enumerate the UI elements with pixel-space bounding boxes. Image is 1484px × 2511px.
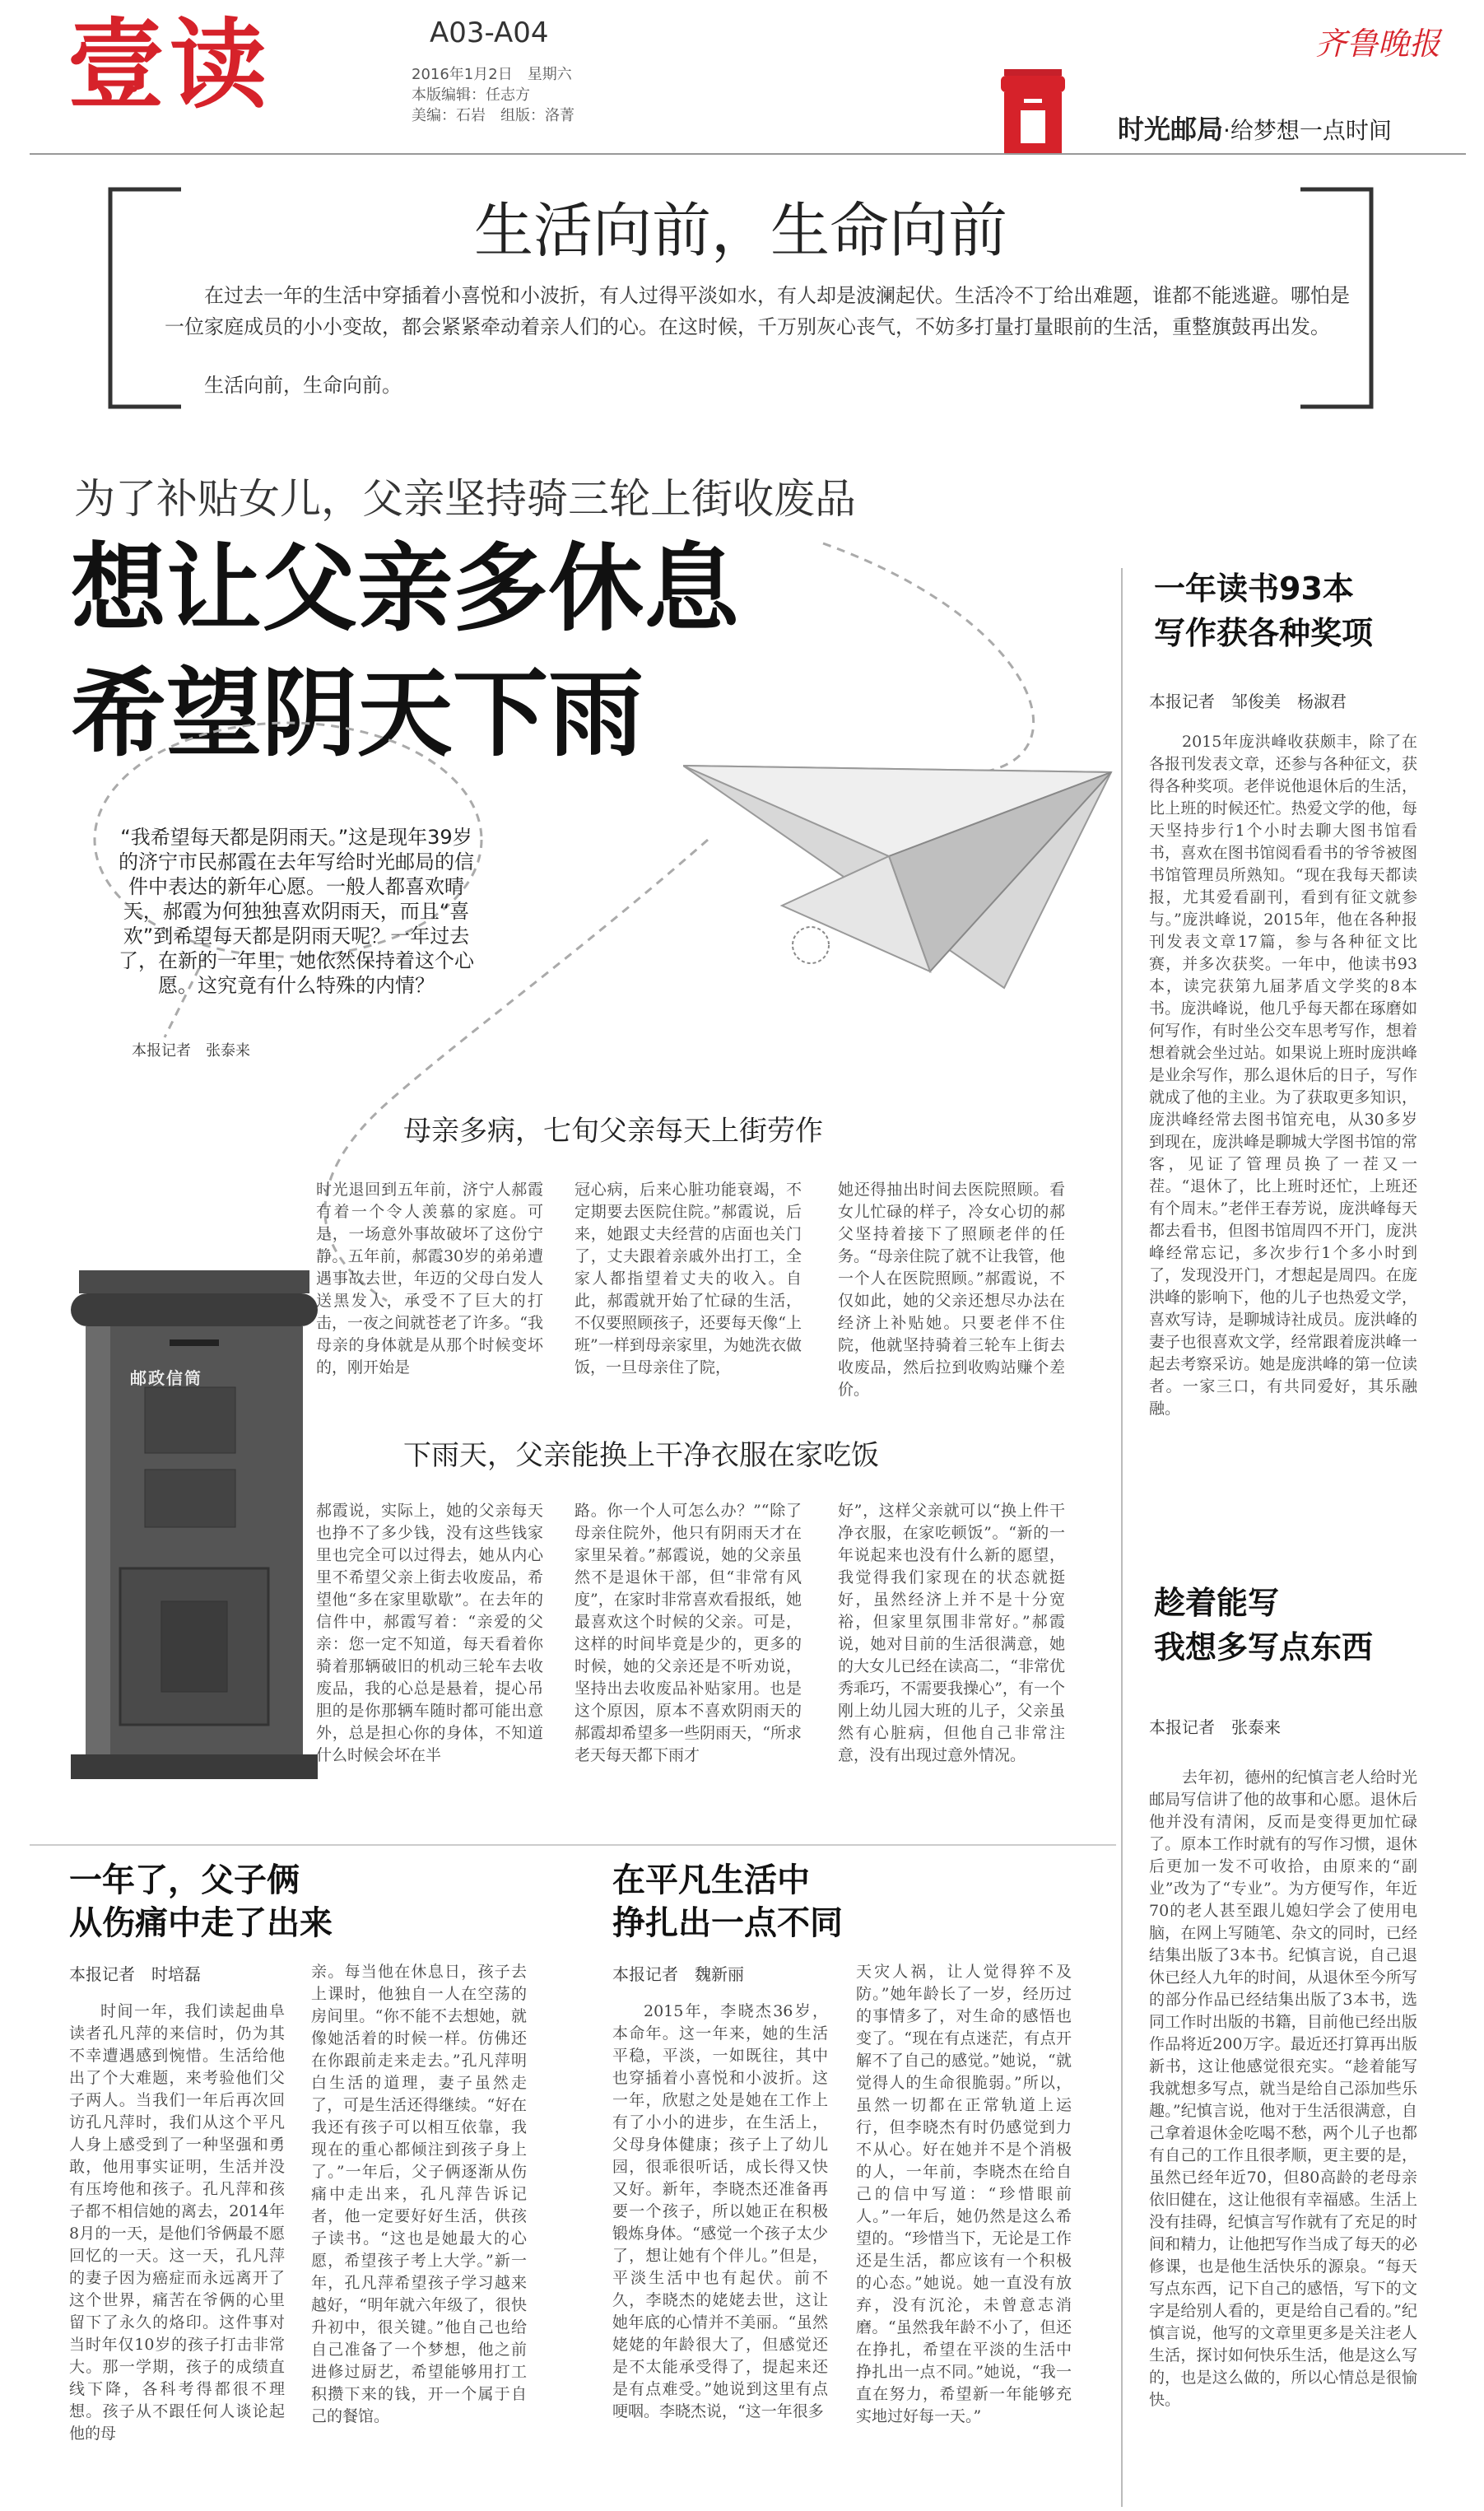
masthead-meta [412, 64, 575, 126]
side2-body: 去年初，德州的纪慎言老人给时光邮局写信讲了他的故事和心愿。退休后他并没有清闲，反而是变得更加忙碌了。原本工作时就有的写作习惯，退休后更加一发不可收拾，由原来的“副业”改为了“专业”。为方便写作，年近70的老人甚至跟儿媳妇学会了使用电脑，在网上写随笔、杂文的同时，已经结集出版了3本书。纪慎言说，自己退休已经人九年的时间，从退休至今所写的部分作品已经结集出版了3本书，选同工作时出版的书籍，目前他已经出版作品将近200万字。最近还打算再出版新书，这让他感觉很充实。“趁着能写我就想多写点，就当是给自己添加些乐趣。”纪慎言说，他对于生活很满意，自己拿着退休金吃喝不愁，两个儿子也都有自己的工作且很孝顺，更主要的是，虽然已经年近70，但80高龄的老母亲依旧健在，这让他很有幸福感。生活上没有挂碍，纪慎言写作就有了充足的时间和精力，让他把写作当成了每天的必修课，也是他生活快乐的源泉。“每天写点东西，记下自己的感悟，写下的文字是给别人看的，更是给自己看的。”纪慎言说，他写的文章里更多是关注老人生活，探讨如何快乐生活，他是这么写的，也是这么做的，所以心情总是很愉快。 [1149, 1768, 1417, 2409]
side1-headline [1154, 566, 1373, 655]
bottom1-headline-line2: 从伤痛中走了出来 [69, 1904, 333, 1942]
column-divider [1121, 568, 1123, 2507]
paper-plane-icon [683, 757, 1128, 1004]
intro-body: 在过去一年的生活中穿插着小喜悦和小波折，有人过得平淡如水，有人却是波澜起伏。生活冷不丁给出难题，谁都不能逃避。哪怕是一位家庭成员的小小变故，都会紧紧牵动着亲人们的心。在这时候，千万别灰心丧气，不妨多打量打量眼前的生活，重整旗鼓再出发。 [165, 284, 1350, 338]
side2-headline [1154, 1581, 1373, 1670]
side2-headline-line1: 趁着能写 [1154, 1585, 1280, 1621]
main-headline-line2: 希望阴天下雨 [71, 659, 644, 770]
bottom1-col1: 时间一年，我们读起曲阜读者孔凡萍的来信时，仍为其不幸遭遇感到惋惜。生活给他出了个大难题，来考验他们父子两人。当我们一年后再次回访孔凡萍时，我们从这个平凡人身上感受到了一种坚强和勇敢，他用事实证明，生活并没有压垮他和孩子。孔凡萍和孩子都不相信她的离去，2014年8月的一天，是他们爷俩最不愿回忆的一天。这一天，孔凡萍的妻子因为癌症而永远离开了这个世界，痛苦在爷俩的心里留下了永久的烙印。这件事对当时年仅10岁的孩子打击非常大。那一学期，孩子的成绩直线下降，各科考得都很不理想。孩子从不跟任何人谈论起他的母 [69, 2002, 285, 2443]
section2-col1: 郝霞说，实际上，她的父亲每天也挣不了多少钱，没有这些钱家里也完全可以过得去，她从内心里不希望父亲上街去收废品，希望他“多在家里歇歇”。在去年的信件中，郝霞写着：“亲爱的父亲：您一定不知道，每天看着你骑着那辆破旧的机动三轮车去收废品，我的心总是悬着，提心吊胆的是你那辆车随时都可能出意外，总是担心你的身体，不知道什么时候会坏在半 [316, 1502, 543, 1764]
side1-headline-line1: 一年读书93本 [1154, 571, 1354, 607]
bottom2-byline: 本报记者 魏新丽 [612, 1964, 744, 1984]
postbox-logo-icon [988, 64, 1078, 156]
newspaper-name: 齐鲁晚报 [1315, 26, 1441, 62]
editor-credit: 本版编辑：任志方 [412, 86, 530, 104]
main-lead: “我希望每天都是阴雨天。”这是现年39岁的济宁市民郝霞在去年写给时光邮局的信件中表达的新年心愿。一般人都喜欢晴天，郝霞为何独独喜欢阴雨天，而且“喜欢”到希望每天都是阴雨天呢？一年过去了，在新的一年里，她依然保持着这个心愿。这究竟有什么特殊的内情？ [119, 826, 474, 997]
main-subtitle: 为了补贴女儿，父亲坚持骑三轮上街收废品 [74, 475, 856, 523]
section2-col3: 好”，这样父亲就可以“换上件干净衣服，在家吃顿饭”。“新的一年说起来也没有什么新的愿望，我觉得我们家现在的状态就挺好，虽然经济上并不是十分宽裕，但家里氛围非常好。”郝霞说，她对目前的生活很满意，她的大女儿已经在读高二，“非常优秀乖巧，不需要我操心”，有一个刚上幼儿园大班的儿子，父亲虽然有心脏病，但他自己非常注意，没有出现过意外情况。 [838, 1502, 1065, 1764]
section1-col2: 冠心病，后来心脏功能衰竭，不定期要去医院住院。”郝霞说，后来，她跟丈夫经营的店面也关门了，丈夫跟着亲戚外出打工，全家人都指望着丈夫的收入。自此，郝霞就开始了忙碌的生活，不仅要照顾孩子，还要每天像“上班”一样到母亲家里，为她洗衣做饭，一旦母亲住了院， [575, 1181, 802, 1377]
main-headline-line1: 想让父亲多休息 [71, 533, 739, 645]
bottom2-headline [612, 1859, 843, 1945]
column-name [1118, 109, 1392, 147]
postbox-label: 邮政信筒 [130, 1368, 202, 1388]
section1-col1: 时光退回到五年前，济宁人郝霞有着一个令人羡慕的家庭。可是，一场意外事故破坏了这份宁静。五年前，郝霞30岁的弟弟遭遇事故去世，年迈的父母白发人送黑发人，承受不了巨大的打击，一夜之间就苍老了许多。“我母亲的身体就是从那个时候变坏的，刚开始是 [316, 1181, 543, 1377]
bottom2-headline-line1: 在平凡生活中 [612, 1861, 810, 1899]
bottom2-col1: 2015年，李晓杰36岁，本命年。这一年来，她的生活平稳，平淡，一如既往，其中也穿插着小喜悦和小波折。这一年，欣慰之处是她在工作上有了小小的进步，在生活上，父母身体健康；孩子上了幼儿园，很乖很听话，成长得又快又好。新年，李晓杰还准备再要一个孩子，所以她正在积极锻炼身体。“感觉一个孩子太少了，想让她有个伴儿。”但是，平淡生活中也有起伏。前不久，李晓杰的姥姥去世，这让她年底的心情并不美丽。“虽然姥姥的年龄很大了，但感觉还是不太能承受得了，提起来还是有点难受。”她说到这里有点哽咽。李晓杰说，“这一年很多 [612, 2002, 828, 2420]
bottom1-byline: 本报记者 时培磊 [69, 1964, 201, 1984]
side2-byline: 本报记者 张泰来 [1149, 1717, 1281, 1737]
bottom2-headline-line2: 挣扎出一点不同 [612, 1904, 843, 1942]
side1-body: 2015年庞洪峰收获颇丰，除了在各报刊发表文章，还参与各种征文，获得各种奖项。老伴说他退休后的生活，比上班的时候还忙。热爱文学的他，每天坚持步行1个小时去聊大图书馆看书，喜欢在图书馆阅看看书的爷爷被图书馆管理员所熟知。“现在我每天都读报，尤其爱看副刊，看到有征文就参与。”庞洪峰说，2015年，他在各种报刊发表文章17篇，参与各种征文比赛，并多次获奖。一年中，他读书93本，读完获第九届茅盾文学奖的8本书。庞洪峰说，他几乎每天都在琢磨如何写作，有时坐公交车思考写作，想着想着就会坐过站。如果说上班时庞洪峰是业余写作，那么退休后的日子，写作就成了他的主业。为了获取更多知识，庞洪峰经常去图书馆充电，从30多岁到现在，庞洪峰是聊城大学图书馆的常客，见证了管理员换了一茬又一茬。“退休了，比上班时还忙，上班还有个周末。”老伴王春芳说，庞洪峰每天都去看书，但图书馆周四不开门，庞洪峰经常忘记，多次步行1个多小时到了，发现没开门，才想起是周四。在庞洪峰的影响下，他的儿子也热爱文学，喜欢写诗，是聊城诗社成员。庞洪峰的妻子也很喜欢文学，经常跟着庞洪峰一起去考察采访。她是庞洪峰的第一位读者。一家三口，有共同爱好，其乐融融。 [1149, 733, 1417, 1418]
intro-ending: 生活向前，生命向前。 [204, 374, 402, 397]
bottom1-headline-line1: 一年了，父子俩 [69, 1861, 300, 1899]
side1-headline-line2: 写作获各种奖项 [1154, 615, 1374, 651]
bottom2-col2: 天灾人祸，让人觉得猝不及防。”她年龄长了一岁，经历过的事情多了，对生命的感悟也变了。“现在有点迷茫，有点开解不了自己的感觉。”她说，“就觉得人的生命很脆弱。”所以，虽然一切都在正常轨道上运行，但李晓杰有时仍感觉到力不从心。好在她并不是个消极的人，一年前，李晓杰在给自己的信中写道：“珍惜眼前人。”一年后，她仍然是这么希望的。“珍惜当下，无论是工作还是生活，都应该有一个积极的心态。”她说。她一直没有放弃，没有沉沦，未曾意志消磨。“虽然我年龄不小了，但还在挣扎，希望在平淡的生活中挣扎出一点不同。”她说，“我一直在努力，希望新一年能够充实地过好每一天。” [856, 1963, 1072, 2425]
section2-heading: 下雨天，父亲能换上干净衣服在家吃饭 [403, 1439, 879, 1472]
section1-col3: 她还得抽出时间去医院照顾。看女儿忙碌的样子，冷女心切的郝父坚持着接下了照顾老伴的任务。“母亲住院了就不让我管，他一个人在医院照顾。”郝霞说，不仅如此，她的父亲还想尽办法在经济上补贴她。只要老伴不住院，他就坚持骑着三轮车上街去收废品，然后拉到收购站赚个差价。 [838, 1181, 1065, 1399]
bottom1-col2: 亲。每当他在休息日，孩子去上课时，他独自一人在空荡的房间里。“你不能不去想她，就像她活着的时候一样。仿佛还在你跟前走来走去。”孔凡萍明白生活的道理，妻子虽然走了，可是生活还得继续。“好在我还有孩子可以相互依靠，我现在的重心都倾注到孩子身上了。”一年后，父子俩逐渐从伤痛中走出来，孔凡萍告诉记者，他一定要好好生活，供孩子读书。“这也是她最大的心愿，希望孩子考上大学。”新一年，孔凡萍希望孩子学习越来越好，“明年就六年级了，很快升初中，很关键。”他自己也给自己准备了一个梦想，他之前进修过厨艺，希望能够用打工积攒下来的钱，开一个属于自己的餐馆。 [311, 1963, 527, 2425]
section1-heading: 母亲多病，七旬父亲每天上街劳作 [403, 1115, 823, 1148]
main-byline: 本报记者 张泰来 [132, 1042, 250, 1060]
masthead-rule [30, 153, 1466, 155]
column-title: 时光邮局 [1118, 114, 1224, 145]
column-subtitle: ·给梦想一点时间 [1223, 117, 1392, 144]
page-range: A03-A04 [430, 16, 549, 49]
side2-headline-line2: 我想多写点东西 [1154, 1629, 1374, 1665]
section-logo: 壹读 [67, 8, 272, 122]
section2-col2: 路。你一个人可怎么办？”“除了母亲住院外，他只有阴雨天才在家里呆着。”郝霞说，她的父亲虽然不是退休干部，但“非常有风度”，在家时非常喜欢看报纸，她最喜欢这个时候的父亲。可是，这样的时间毕竟是少的，更多的时候，她的父亲还是不听劝说，坚持出去收废品补贴家用。也是这个原因，原本不喜欢阴雨天的郝霞却希望多一些阴雨天，“所求老天每天都下雨才 [575, 1502, 802, 1764]
issue-date: 2016年1月2日 星期六 [412, 66, 572, 83]
side1-byline: 本报记者 邹俊美 杨淑君 [1149, 692, 1347, 711]
intro-title: 生活向前，生命向前 [473, 196, 1007, 265]
postbox-illustration-icon [71, 1247, 318, 1782]
bottom1-headline [69, 1859, 333, 1945]
bottom-rule [30, 1844, 1116, 1846]
design-credit: 美编：石岩 组版：洛菁 [412, 107, 575, 124]
